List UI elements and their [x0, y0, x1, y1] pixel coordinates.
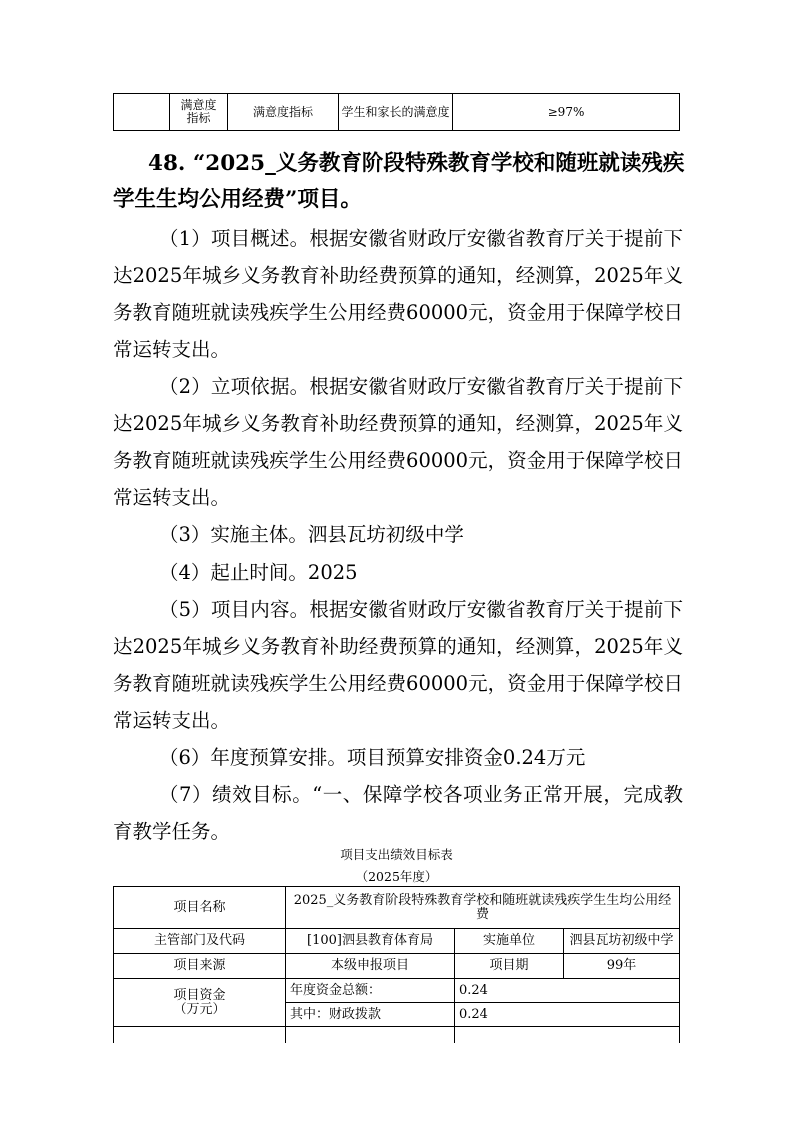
indicator-empty-cell [114, 94, 170, 131]
paragraph-overview: （1）项目概述。根据安徽省财政厅安徽省教育厅关于提前下达2025年城乡义务教育补助经费预算的通知，经测算，2025年义务教育随班就读残疾学生公用经费60000元，资金用于保障学校日常运转支出。 [113, 227, 683, 361]
indicator-level2-cell: 满意度指标 [228, 94, 339, 131]
total-fund-value: 0.24 [455, 979, 680, 1003]
paragraph-entity: （3）实施主体。泗县瓦坊初级中学 [159, 523, 464, 546]
table-year: （2025年度） [355, 869, 438, 884]
unit-label: 实施单位 [455, 929, 564, 954]
continued-cell-left [114, 1027, 286, 1043]
project-name-value: 2025_义务教育阶段特殊教育学校和随班就读残疾学生生均公用经费 [286, 887, 680, 929]
fiscal-fund-value: 0.24 [455, 1003, 680, 1027]
paragraph-content: （5）项目内容。根据安徽省财政厅安徽省教育厅关于提前下达2025年城乡义务教育补助经费预算的通知，经测算，2025年义务教育随班就读残疾学生公用经费60000元，资金用于保障学校日常运转支出。 [113, 598, 683, 732]
unit-value: 泗县瓦坊初级中学 [564, 929, 680, 954]
total-fund-label: 年度资金总额： [286, 979, 455, 1003]
paragraph-basis: （2）立项依据。根据安徽省财政厅安徽省教育厅关于提前下达2025年城乡义务教育补助经费预算的通知，经测算，2025年义务教育随班就读残疾学生公用经费60000元，资金用于保障学校日常运转支出。 [113, 375, 683, 509]
dept-value: [100]泗县教育体育局 [286, 929, 455, 954]
source-label: 项目来源 [114, 954, 286, 979]
dept-label: 主管部门及代码 [114, 929, 286, 954]
paragraph-period: （4）起止时间。2025 [159, 561, 358, 584]
section-heading-line2: 学生生均公用经费”项目。 [113, 187, 362, 212]
paragraph-goal: （7）绩效目标。“一、保障学校各项业务正常开展，完成教育教学任务。 [113, 783, 683, 843]
project-name-label: 项目名称 [114, 887, 286, 929]
project-goal-table [113, 886, 680, 1043]
indicator-name-cell: 学生和家长的满意度 [339, 94, 453, 131]
indicator-table-fragment [113, 93, 680, 131]
period-label: 项目期 [455, 954, 564, 979]
table-title: 项目支出绩效目标表 [340, 847, 453, 862]
continued-cell-mid [286, 1027, 455, 1043]
indicator-value-cell: ≥97% [453, 94, 680, 131]
source-value: 本级申报项目 [286, 954, 455, 979]
period-value: 99年 [564, 954, 680, 979]
section-heading-line1: 48. “2025_义务教育阶段特殊教育学校和随班就读残疾 [148, 151, 685, 176]
fiscal-fund-label: 其中：财政拨款 [286, 1003, 455, 1027]
continued-cell-right [455, 1027, 680, 1043]
indicator-level1-cell: 满意度指标 [170, 94, 228, 131]
fund-label: 项目资金（万元） [114, 979, 286, 1027]
paragraph-budget: （6）年度预算安排。项目预算安排资金0.24万元 [159, 746, 586, 769]
